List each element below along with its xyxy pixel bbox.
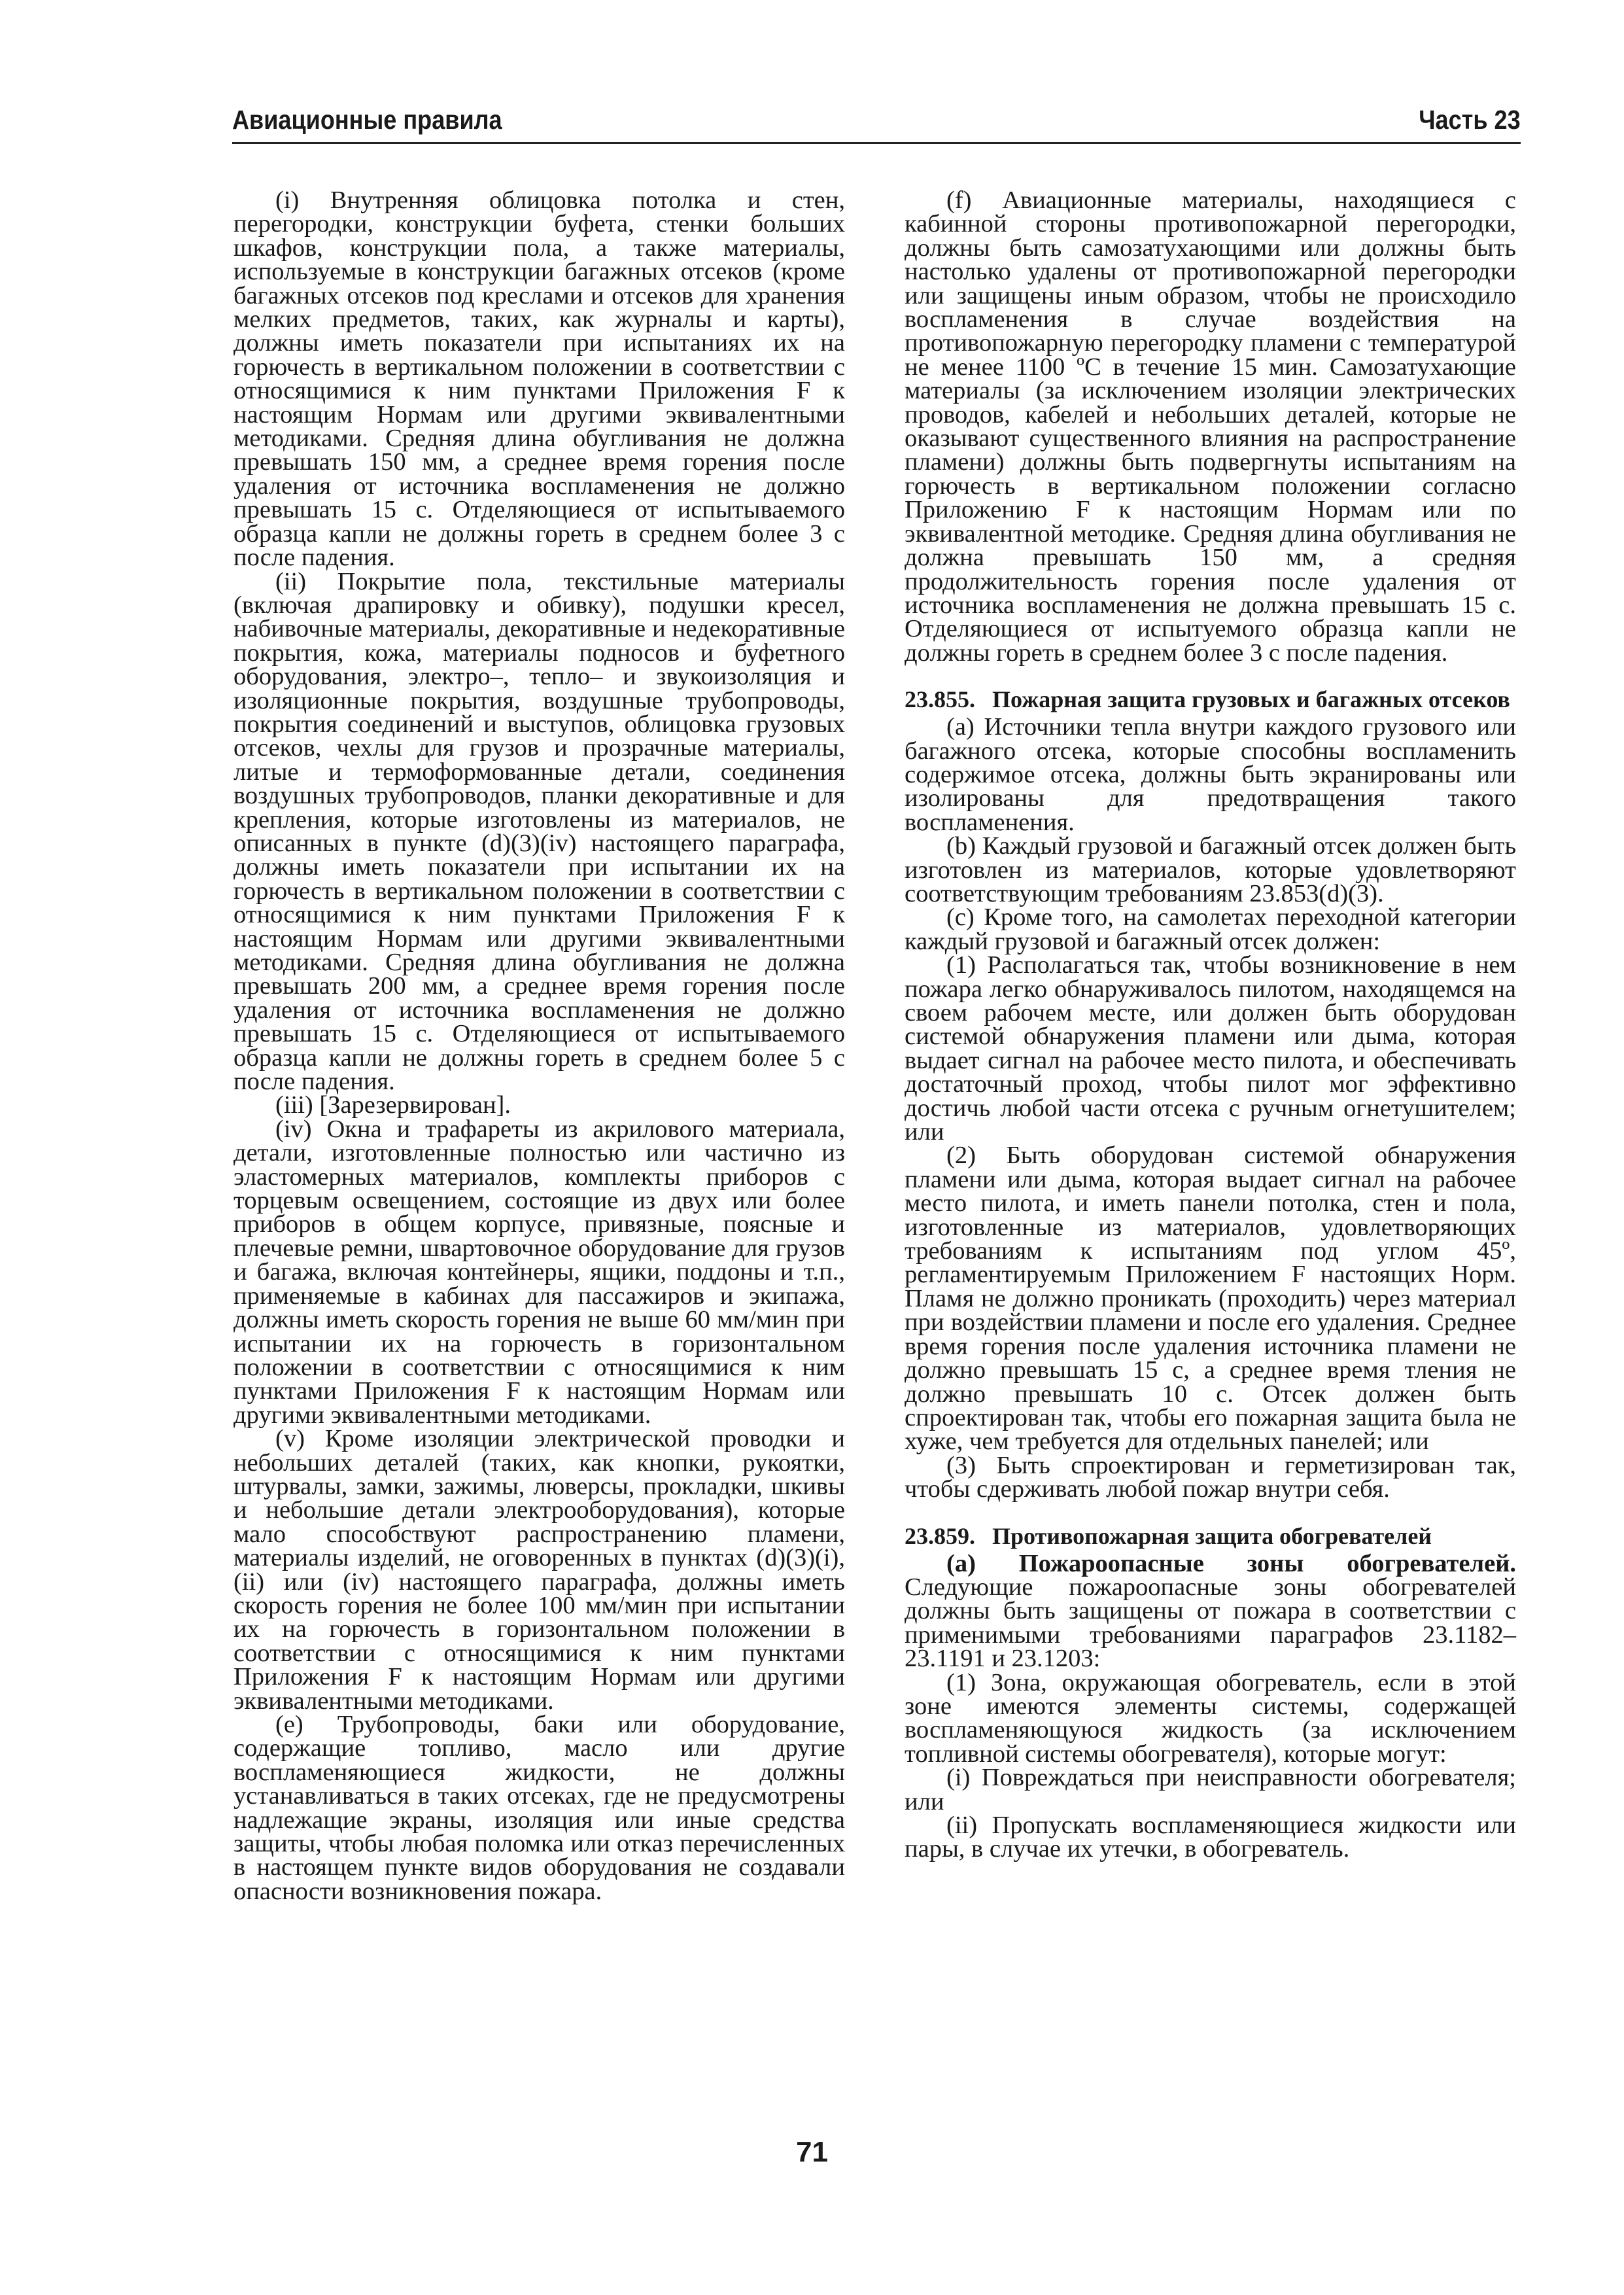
- paragraph: (i) Внутренняя облицовка потолка и стен, перегородки, конструкции буфета, стенки больших шкафов, конструкции пола, а также материалы, используемые в конструкции багажных отсеков (кроме багажных отсеков под креслами и отсеков для хранения мелких предметов, таких, как журналы и карты), должны иметь показатели при испытаниях их на горючесть в вертикальном положении в соответствии с относящимися к ним пунктами Приложения F к настоящим Нормам или другими эквивалентными методиками. Средняя длина обугливания не должна превышать 150 мм, а среднее время горения после удаления от источника воспламенения не должно превышать 15 с. Отделяющиеся от испытываемого образца капли не должны гореть в среднем более 3 с после падения.: [233, 186, 845, 572]
- paragraph: (b) Каждый грузовой и багажный отсек должен быть изготовлен из материалов, которые удовлетворяют соответствующим требованиям 23.853(d)(3).: [905, 832, 1516, 907]
- item-heading: (a) Пожароопасные зоны обогревателей.: [946, 1549, 1516, 1577]
- section-title: Пожарная защита грузовых и багажных отсеков: [992, 686, 1510, 713]
- document-title: Авиационные правила: [232, 105, 502, 135]
- paragraph: (c) Кроме того, на самолетах переходной категории каждый грузовой и багажный отсек должен:: [905, 903, 1516, 955]
- paragraph: (ii) Пропускать воспламеняющиеся жидкости или пары, в случае их утечки, в обогреватель.: [905, 1812, 1516, 1863]
- paragraph: (i) Повреждаться при неисправности обогревателя; или: [905, 1764, 1516, 1815]
- section-number: 23.855.: [905, 686, 975, 713]
- paragraph: (1) Располагаться так, чтобы возникновение в нем пожара легко обнаруживалось пилотом, находящемся на своем рабочем месте, или должен быть оборудован системой обнаружения пламени или дыма, которая выдает сигнал на рабочее место пилота, и обеспечивать достаточный проход, чтобы пилот мог эффективно достичь любой части отсека с ручным огнетушителем; или: [905, 951, 1516, 1146]
- running-header: [232, 101, 1521, 144]
- paragraph: (e) Трубопроводы, баки или оборудование, содержащие топливо, масло или другие воспламеняющиеся жидкости, не должны устанавливаться в таких отсеках, где не предусмотрены надлежащие экраны, изоляция или иные средства защиты, чтобы любая поломка или отказ перечисленных в настоящем пункте видов оборудования не создавали опасности возникновения пожара.: [233, 1711, 845, 1905]
- paragraph: [905, 1549, 1516, 1673]
- document-part: Часть 23: [1419, 105, 1521, 135]
- right-column: [905, 188, 1516, 1861]
- paragraph: (iv) Окна и трафареты из акрилового материала, детали, изготовленные полностью или частично из эластомерных материалов, комплекты приборов с торцевым освещением, состоящие из двух или более приборов в общем корпусе, привязные, поясные и плечевые ремни, швартовочное оборудование для грузов и багажа, включая контейнеры, ящики, поддоны и т.п., применяемые в кабинах для пассажиров и экипажа, должны иметь скорость горения не выше 60 мм/мин при испытании их на горючесть в горизонтальном положении в соответствии с относящимися к ним пунктами Приложения F к настоящим Нормам или другими эквивалентными методиками.: [233, 1115, 845, 1429]
- section-heading-23-855: [905, 688, 1516, 711]
- paragraph: (1) Зона, окружающая обогреватель, если в этой зоне имеются элементы системы, содержащей воспламеняющуюся жидкость (за исключением топливной системы обогревателя), которые могут:: [905, 1668, 1516, 1768]
- paragraph: (3) Быть спроектирован и герметизирован так, чтобы сдерживать любой пожар внутри себя.: [905, 1451, 1516, 1503]
- paragraph: (iii) [Зарезервирован].: [275, 1091, 511, 1119]
- section-heading-23-859: [905, 1522, 1516, 1549]
- page-number: 71: [796, 2136, 828, 2168]
- paragraph: (ii) Покрытие пола, текстильные материалы (включая драпировку и обивку), подушки кресел, набивочные материалы, декоративные и недекоративные покрытия, кожа, материалы подносов и буфетного оборудования, электро–, тепло– и звукоизоляция и изоляционные покрытия, воздушные трубопроводы, покрытия соединений и выступов, облицовка грузовых отсеков, чехлы для грузов и прозрачные материалы, литые и термоформованные детали, соединения воздушных трубопроводов, планки декоративные и для крепления, которые изготовлены из материалов, не описанных в пункте (d)(3)(iv) настоящего параграфа, должны иметь показатели при испытании их на горючесть в вертикальном положении в соответствии с относящимися к ним пунктами Приложения F к настоящим Нормам или другими эквивалентными методиками. Средняя длина обугливания не должна превышать 200 мм, а среднее время горения после удаления от источника воспламенения не должно превышать 15 с. Отделяющиеся от испытываемого образца капли не должны гореть в среднем более 5 с после падения.: [233, 567, 845, 1096]
- paragraph: (2) Быть оборудован системой обнаружения пламени или дыма, которая выдает сигнал на рабочее место пилота, и иметь панели потолка, стен и пола, изготовленные из материалов, удовлетворяющих требованиям к испытаниям под углом 45º, регламентируемым Приложением F настоящих Норм. Пламя не должно проникать (проходить) через материал при воздействии пламени и после его удаления. Среднее время горения после удаления источника пламени не должно превышать 15 с, а среднее время тления не должно превышать 10 с. Отсек должен быть спроектирован так, чтобы его пожарная защита была не хуже, чем требуется для отдельных панелей; или: [905, 1142, 1516, 1456]
- left-column: [233, 188, 845, 1903]
- item-text: Следующие пожароопасные зоны обогревателей должны быть защищены от пожара в соответствии с применимыми требованиями параграфов 23.1182–23.1191 и 23.1203:: [905, 1573, 1516, 1673]
- paragraph: (f) Авиационные материалы, находящиеся с кабинной стороны противопожарной перегородки, должны быть самозатухающими или должны быть настолько удалены от противопожарной перегородки или защищены иным образом, чтобы не происходило воспламенения в случае воздействия на противопожарную перегородку пламени с температурой не менее 1100 ºС в течение 15 мин. Самозатухающие материалы (за исключением изоляции электрических проводов, кабелей и небольших деталей, которые не оказывают существенного влияния на распространение пламени) должны быть подвергнуты испытаниям на горючесть в вертикальном положении согласно Приложению F к настоящим Нормам или по эквивалентной методике. Средняя длина обугливания не должна превышать 150 мм, а средняя продолжительность горения после удаления от источника воспламенения не должна превышать 15 с. Отделяющиеся от испытуемого образца капли не должны гореть в среднем более 3 с после падения.: [905, 186, 1516, 667]
- paragraph: (a) Источники тепла внутри каждого грузового или багажного отсека, которые способны воспламенить содержимое отсека, должны быть экранированы или изолированы для предотвращения такого воспламенения.: [905, 713, 1516, 836]
- section-number: 23.859.: [905, 1522, 975, 1549]
- paragraph: (v) Кроме изоляции электрической проводки и небольших деталей (таких, как кнопки, рукоятки, штурвалы, замки, зажимы, люверсы, прокладки, шкивы и небольшие детали электрооборудования), которые мало способствуют распространению пламени, материалы изделий, не оговоренных в пунктах (d)(3)(i), (ii) или (iv) настоящего параграфа, должны иметь скорость горения не более 100 мм/мин при испытании их на горючесть в горизонтальном положении в соответствии с относящимися к ним пунктами Приложения F к настоящим Нормам или другими эквивалентными методиками.: [233, 1425, 845, 1715]
- section-title: Противопожарная защита обогревателей: [992, 1522, 1432, 1549]
